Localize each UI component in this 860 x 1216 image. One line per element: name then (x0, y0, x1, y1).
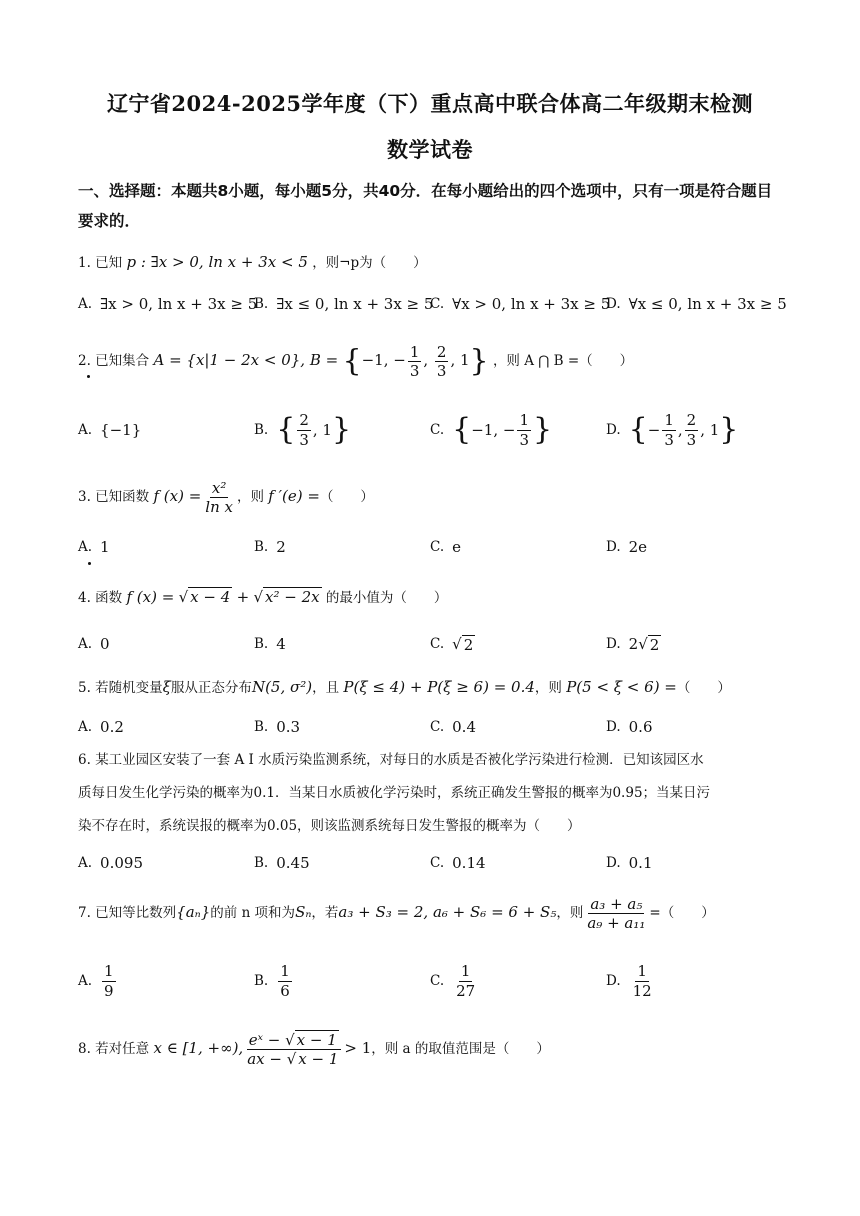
option-label: A. (78, 973, 93, 989)
question-line: 质每日发生化学污染的概率为0.1．当某日水质被化学污染时，系统正确发生警报的概率为0.95；当某日污 (78, 785, 711, 801)
section-heading: 一、选择题：本题共8小题，每小题5分，共40分．在每小题给出的四个选项中，只有一项是符合题目要求的． (78, 182, 773, 230)
option-label: A. (78, 539, 93, 555)
question-text: 服从正态分布 (170, 680, 252, 696)
option-b[interactable] (254, 624, 286, 664)
question-1-options (78, 284, 790, 324)
option-d[interactable] (606, 408, 738, 452)
question-4-options (78, 624, 790, 664)
option-text: e (452, 538, 462, 556)
option-text: , 1 (312, 421, 332, 439)
option-c[interactable] (430, 958, 479, 1004)
fraction: $\frac{2}{3}$ (686, 411, 697, 449)
right-brace: } (719, 412, 739, 447)
fraction: $\frac{1}{12}$ (632, 962, 652, 1000)
fraction: $\frac{1}{3}$ (664, 411, 674, 449)
fraction: $\frac{1}{3}$ (409, 342, 420, 380)
question-6-stem (78, 744, 798, 843)
question-6-options (78, 843, 790, 883)
option-d[interactable] (606, 843, 653, 883)
sqrt-sign: √ (178, 588, 189, 606)
option-d[interactable] (606, 624, 661, 664)
option-c[interactable] (430, 408, 552, 452)
question-text: 的前 n 项和为 (210, 905, 296, 921)
option-label: B. (254, 296, 269, 312)
option-text: 0.6 (628, 718, 653, 736)
question-8-stem (78, 1024, 790, 1073)
left-brace: { (342, 343, 362, 379)
question-paren: （ ） (319, 489, 374, 505)
option-b[interactable] (254, 284, 433, 324)
option-text: , (677, 421, 683, 439)
option-text: 4 (276, 635, 286, 653)
distribution: N(5, σ²) (251, 678, 313, 696)
option-d[interactable] (606, 284, 787, 324)
question-paren: （ ） (676, 680, 731, 696)
option-text: 0 (100, 635, 110, 653)
option-c[interactable] (430, 624, 475, 664)
question-text: ，若 (311, 905, 339, 921)
partial-sum: Sₙ (295, 903, 312, 921)
option-text: 2e (628, 538, 648, 556)
option-b[interactable] (254, 527, 286, 567)
option-text: 1 (100, 538, 110, 556)
option-label: D. (606, 973, 621, 989)
option-a[interactable] (78, 284, 257, 324)
option-label: B. (254, 855, 269, 871)
option-label: B. (254, 539, 269, 555)
option-text: 0.45 (276, 854, 310, 872)
question-number: 5. 若随机变量 (78, 680, 163, 696)
option-b[interactable] (254, 958, 294, 1004)
option-label: B. (254, 973, 269, 989)
option-text: {−1} (100, 421, 142, 439)
option-c[interactable] (430, 527, 461, 567)
fraction: $\frac{\text{eˣ − √ x − 1}}{ax - √ x - 1}$ (245, 1032, 342, 1068)
option-a[interactable] (78, 408, 141, 452)
option-text: − (647, 421, 661, 439)
question-5-stem (78, 672, 790, 703)
mark-dot (87, 375, 90, 378)
option-b[interactable] (254, 707, 300, 747)
sqrt-sign: √ (638, 635, 648, 653)
plus-sign: + (236, 588, 250, 606)
question-2-options (78, 408, 790, 452)
option-label: C. (430, 296, 445, 312)
option-a[interactable] (78, 958, 118, 1004)
option-label: D. (606, 636, 621, 652)
right-brace: } (331, 412, 352, 447)
fraction: $\frac{2}{3}$ (299, 411, 309, 449)
option-label: B. (254, 636, 269, 652)
variable-xi: ξ (162, 678, 171, 696)
fraction: $\frac{\text{x²}}{\text{ln x}}$ (205, 478, 233, 516)
question-text: 某工业园区安装了一套 A Ⅰ 水质污染监测系统，对每日的水质是否被化学污染进行检测．已知该园区水 (95, 752, 704, 768)
option-text: 0.2 (100, 718, 124, 736)
question-number: 6. (78, 752, 91, 768)
option-text: , 1 (700, 421, 720, 439)
condition: P(ξ ≤ 4) + P(ξ ≥ 6) = 0.4 (343, 678, 535, 696)
question-number: 8. 若对任意 (78, 1041, 150, 1057)
option-label: A. (78, 296, 93, 312)
radicand: 2 (463, 635, 474, 654)
set-sep: , (423, 351, 433, 369)
question-1-stem (78, 247, 790, 278)
question-line (78, 744, 798, 777)
option-label: D. (606, 539, 621, 555)
option-d[interactable] (606, 958, 656, 1004)
question-text: ，则 (556, 905, 584, 921)
question-text: ，且 (312, 680, 340, 696)
sqrt-sign: √ (452, 635, 462, 653)
sequence: {aₙ} (176, 903, 211, 921)
left-brace: { (452, 412, 472, 447)
proposition-p: p : ∃x > 0, ln x + 3x < 5 (126, 253, 308, 271)
question-tail: 的最小值为（ ） (325, 590, 448, 606)
option-label: C. (430, 422, 445, 438)
domain: x ∈ [1, +∞), (153, 1039, 244, 1057)
inequality: > 1 (344, 1039, 372, 1057)
left-brace: { (628, 412, 648, 447)
option-text: 0.4 (452, 718, 476, 736)
option-label: D. (606, 422, 621, 438)
set-definition: A = {x|1 − 2x < 0}, B = (153, 351, 339, 369)
question-2-stem (78, 338, 790, 383)
option-label: A. (78, 855, 93, 871)
target-prob: P(5 < ξ < 6) = (566, 678, 677, 696)
question-7-options (78, 958, 790, 1004)
radicand: 2 (649, 635, 660, 654)
option-label: B. (254, 719, 269, 735)
set-item: , 1 (450, 351, 470, 369)
option-a[interactable] (78, 843, 143, 883)
option-label: A. (78, 422, 93, 438)
function-lhs: f (x) = (153, 487, 202, 505)
option-label: C. (430, 719, 445, 735)
question-5-options (78, 707, 790, 747)
option-text: 0.095 (100, 854, 143, 872)
question-4-stem (78, 582, 790, 613)
radicand: x − 4 (190, 588, 231, 606)
option-text: 2 (276, 538, 286, 556)
fraction: $\frac{1}{9}$ (104, 962, 114, 1000)
option-text: −1, − (471, 421, 516, 439)
option-text: ∀x > 0, ln x + 3x ≥ 5 (452, 295, 611, 313)
radicand: x² − 2x (265, 588, 320, 606)
fraction: $\frac{1}{3}$ (519, 411, 529, 449)
option-label: A. (78, 636, 93, 652)
question-3-stem (78, 474, 790, 519)
option-label: D. (606, 855, 621, 871)
option-label: C. (430, 855, 445, 871)
option-b[interactable] (254, 408, 351, 452)
option-d[interactable] (606, 527, 647, 567)
option-text: ∀x ≤ 0, ln x + 3x ≥ 5 (628, 295, 787, 313)
option-c[interactable] (430, 707, 476, 747)
fraction: $\frac{\text{a₃ + a₅}}{\text{a₉ + a₁₁}}$ (587, 894, 646, 932)
option-text: 0.1 (628, 854, 653, 872)
option-label: C. (430, 539, 445, 555)
option-a[interactable] (78, 527, 110, 567)
question-tail: ，则 A ⋂ B =（ ） (492, 353, 634, 369)
option-text: 0.3 (276, 718, 301, 736)
option-label: A. (78, 719, 93, 735)
question-number: 4. 函数 (78, 590, 123, 606)
option-d[interactable] (606, 707, 653, 747)
option-c[interactable] (430, 284, 610, 324)
option-c[interactable] (430, 843, 486, 883)
option-b[interactable] (254, 843, 310, 883)
right-brace: } (469, 343, 489, 379)
fraction: $\frac{2}{3}$ (436, 342, 447, 380)
left-brace: { (276, 412, 296, 447)
option-a[interactable] (78, 624, 110, 664)
question-3-options (78, 527, 790, 567)
question-number: 1. 已知 (78, 255, 123, 271)
right-brace: } (533, 412, 553, 447)
page-subtitle: 数学试卷 (387, 137, 473, 162)
coefficient: 2 (628, 635, 639, 653)
option-label: D. (606, 296, 621, 312)
option-label: C. (430, 973, 445, 989)
question-text: ，则 (534, 680, 562, 696)
option-label: C. (430, 636, 445, 652)
option-label: B. (254, 422, 269, 438)
question-line: 染不存在时，系统误报的概率为0.05，则该监测系统每日发生警报的概率为（ ） (78, 818, 581, 834)
option-text: ∃x ≤ 0, ln x + 3x ≥ 5 (276, 295, 434, 313)
question-tail: ，则 a 的取值范围是（ ） (371, 1041, 550, 1057)
option-label: D. (606, 719, 621, 735)
question-number: 2. 已知集合 (78, 353, 150, 369)
question-paren: =（ ） (649, 905, 715, 921)
option-text: 0.14 (452, 854, 486, 872)
condition: a₃ + S₃ = 2, a₆ + S₆ = 6 + S₅ (338, 903, 557, 921)
mark-dot (88, 562, 91, 565)
question-number: 7. 已知等比数列 (78, 905, 177, 921)
fraction: $\frac{1}{27}$ (456, 962, 476, 1000)
function-lhs: f (x) = (126, 588, 175, 606)
set-item: −1, − (361, 351, 406, 369)
option-a[interactable] (78, 707, 124, 747)
question-number: 3. 已知函数 (78, 489, 150, 505)
question-7-stem (78, 889, 790, 936)
sqrt-sign: √ (253, 588, 263, 606)
fraction: $\frac{1}{6}$ (280, 962, 290, 1000)
derivative: f ′(e) = (268, 487, 320, 505)
question-tail: ，则 (236, 489, 264, 505)
question-tail: ，则¬p为（ ） (312, 255, 427, 271)
page-title: 辽宁省2024-2025学年度（下）重点高中联合体高二年级期末检测 (106, 91, 754, 116)
option-text: ∃x > 0, ln x + 3x ≥ 5 (100, 295, 258, 313)
